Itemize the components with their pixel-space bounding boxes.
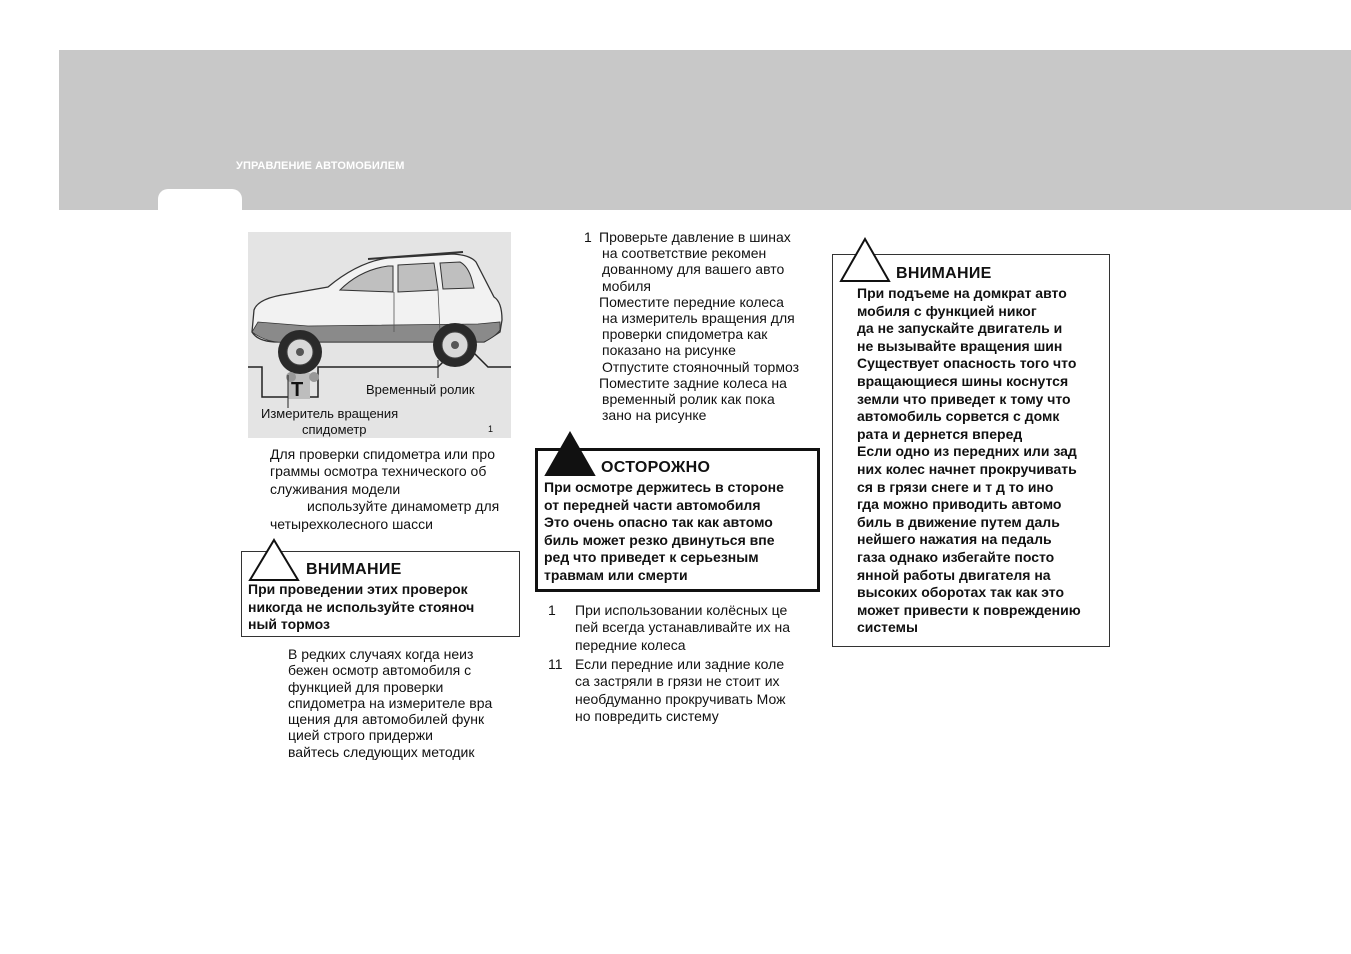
note-stuck-wheels (575, 656, 807, 726)
text-line: цией строго придержи (288, 727, 433, 744)
warning-text-line: да не запускайте двигатель и (857, 320, 1063, 337)
warning-text-line: никогда не используйте стояноч (248, 598, 475, 615)
warning-text-line: Существует опасность того что (857, 355, 1077, 372)
label-temporary-roller: Временный ролик (366, 382, 475, 397)
text-line: на измеритель вращения для (602, 310, 795, 327)
text-line: Для проверки спидометра или про (270, 446, 495, 462)
text-line: граммы осмотра технического об (270, 463, 487, 480)
warning-text-line: биль в движение путем даль (857, 513, 1060, 530)
caution-text-line: ред что приведет к серьезным (544, 549, 759, 566)
text-line: спидометра на измерителе вра (288, 694, 493, 711)
warning-text-line: высоких оборотах так как это (857, 584, 1065, 601)
label-speedometer: спидометр (302, 422, 367, 437)
note-number: 1 (548, 602, 556, 618)
warning-title: ВНИМАНИЕ (306, 561, 402, 578)
text-line: Поместите передние колеса (599, 293, 784, 310)
warning-text-line: Если одно из передних или зад (857, 443, 1077, 460)
text-line: В редких случаях когда неиз (288, 646, 474, 662)
text-line: щения для автомобилей функ (288, 711, 485, 728)
warning-title: ВНИМАНИЕ (896, 265, 992, 282)
warning-text-line: ный тормоз (248, 616, 330, 633)
text-line: бежен осмотр автомобиля с (288, 662, 472, 679)
warning-triangle-icon (248, 538, 300, 582)
text-line: вайтесь следующих методик (288, 743, 475, 760)
text-line: необдуманно прокручивать Мож (575, 690, 786, 707)
text-line: функцией для проверки (288, 678, 444, 695)
caution-text-line: от передней части автомобиля (544, 496, 761, 513)
text-line: Если передние или задние коле (575, 656, 785, 672)
text-line: са застряли в грязи не стоит их (575, 673, 780, 690)
note-number: 11 (548, 656, 563, 672)
text-line: показано на рисунке (602, 342, 736, 359)
text-line: Проверьте давление в шинах (599, 229, 791, 245)
caution-box (535, 448, 820, 592)
text-line: четырехколесного шасси (270, 515, 433, 532)
procedure-steps (599, 229, 809, 423)
warning-text-line: автомобиль сорвется с домк (857, 408, 1060, 425)
note-tire-chains (575, 602, 807, 654)
warning-text-line: газа однако избегайте посто (857, 548, 1055, 565)
text-line: используйте динамометр для (307, 498, 500, 515)
rare-cases-paragraph (288, 646, 512, 760)
warning-text-line: При проведении этих проверок (248, 581, 468, 597)
caution-text-line: Это очень опасно так как автомо (544, 514, 773, 531)
text-line: но повредить систему (575, 708, 719, 725)
intro-paragraph (270, 446, 510, 533)
text-line: служивания модели (270, 480, 401, 497)
warning-triangle-icon (839, 237, 891, 283)
page-number-tab (158, 189, 242, 217)
warning-text-line: янной работы двигателя на (857, 566, 1051, 583)
figure-number: 1 (488, 424, 494, 434)
text-line: дованному для вашего авто (602, 261, 785, 278)
caution-text-line: биль может резко двинуться впе (544, 531, 775, 548)
text-line: Отпустите стояночный тормоз (602, 358, 800, 375)
header-band (59, 50, 1351, 210)
warning-text-line: может привести к повреждению (857, 601, 1081, 618)
text-line: Поместите задние колеса на (599, 374, 787, 391)
warning-text-line: мобиля с функцией никог (857, 302, 1037, 319)
text-line: пей всегда устанавливайте их на (575, 619, 791, 636)
dynamometer-symbol: T (291, 379, 304, 401)
warning-text-line: не вызывайте вращения шин (857, 337, 1063, 354)
warning-text-line: рата и дернется вперед (857, 425, 1023, 442)
warning-text-line: нейшего нажатия на педаль (857, 531, 1052, 548)
text-line: временный ролик как пока (602, 391, 775, 408)
warning-box-jack (832, 254, 1110, 647)
caution-text-line: травмам или смерти (544, 566, 688, 583)
text-line: проверки спидометра как (602, 326, 768, 343)
label-rotation-meter: Измеритель вращения (261, 406, 399, 421)
speedometer-test-figure (248, 232, 511, 438)
step-number: 1 (584, 229, 592, 245)
warning-text-line: ся в грязи снеге и т д то ино (857, 478, 1054, 495)
section-title: УПРАВЛЕНИЕ АВТОМОБИЛЕМ (236, 160, 405, 172)
caution-title: ОСТОРОЖНО (601, 459, 711, 476)
warning-text-line: них колес начнет прокручивать (857, 460, 1077, 477)
caution-text-line: При осмотре держитесь в стороне (544, 479, 784, 495)
text-line: мобиля (602, 277, 651, 294)
text-line: на соответствие рекомен (602, 245, 767, 262)
warning-box-parking-brake (241, 551, 520, 637)
warning-text-line: системы (857, 619, 918, 636)
text-line: передние колеса (575, 636, 686, 653)
warning-text-line: земли что приведет к тому что (857, 390, 1071, 407)
text-line: зано на рисунке (602, 407, 707, 424)
warning-text-line: гда можно приводить автомо (857, 496, 1062, 513)
warning-text-line: вращающиеся шины коснутся (857, 372, 1069, 389)
warning-text-line: При подъеме на домкрат авто (857, 285, 1067, 301)
caution-triangle-icon (544, 431, 596, 477)
text-line: При использовании колёсных це (575, 602, 788, 618)
